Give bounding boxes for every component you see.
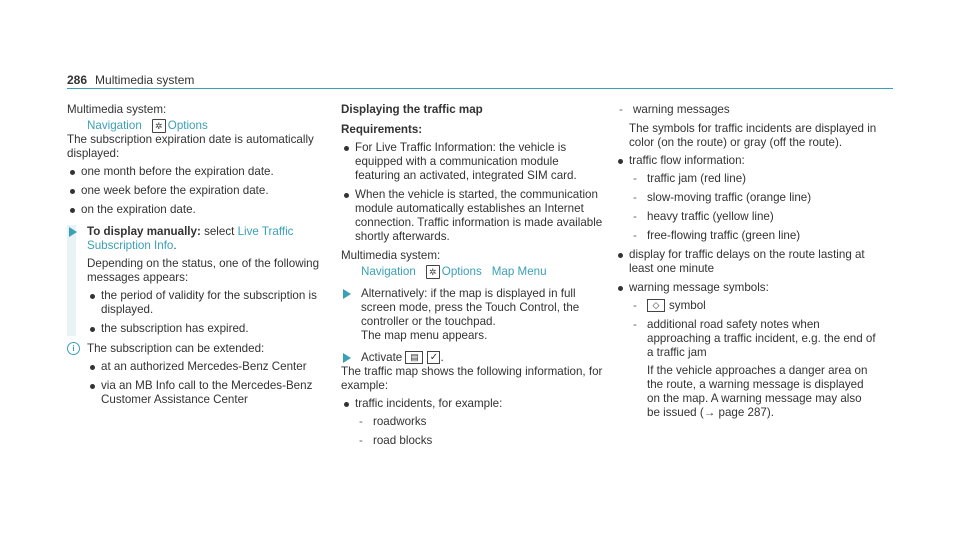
warning-symbol-icon: ◇ [647,299,665,312]
expiry-list [67,165,329,217]
sub-list-item [629,318,877,420]
list-item: the subscription has expired. [87,322,329,336]
list-item: on the expiration date. [67,203,329,217]
warning-list [629,299,877,420]
sub-list-item: - slow-moving traffic (orange line) [629,191,877,205]
sub-list-item [629,299,877,313]
section-heading: Displaying the traffic map [341,103,483,116]
list-item: one week before the expiration date. [67,184,329,198]
list-item: via an MB Info call to the Mercedes-Benz Customer Assistance Center [87,379,329,407]
gear-icon: ✲ [426,265,440,279]
traffic-map-icon: ▤ [405,351,423,364]
sub-list-item: - free-flowing traffic (green line) [629,229,877,243]
expiry-text: The subscription expiration date is automatically displayed: [67,133,314,160]
note-list [87,360,329,407]
sub-list-item-label: additional road safety notes when approaching a traffic incident, e.g. the end of a traffic jam [647,318,876,359]
step-list [87,289,329,336]
warning-final-text: If the vehicle approaches a danger area on the route, a warning message is displayed on the map. A warning message may also be issued (→ page 287). [647,364,868,419]
list-item [615,281,877,420]
info-list [615,154,877,420]
requirements-list [341,141,603,244]
step-activate: Activate ▤ ✓ . [341,351,603,365]
list-item: at an authorized Mercedes-Benz Center [87,360,329,374]
step-label: To display manually: [87,225,201,238]
list-item-label: traffic flow information: [629,154,745,167]
live-traffic-link[interactable]: Live Traffic Subscription Info [87,225,294,252]
gear-icon: ✲ [152,119,166,133]
header-divider [67,88,893,89]
menu-path [87,119,329,133]
system-label: Multimedia system: [67,103,167,116]
list-item-label: warning message symbols: [629,281,769,294]
sub-list-item: - traffic jam (red line) [629,172,877,186]
column-2 [341,103,603,453]
menu-map-menu[interactable]: Map Menu [491,265,547,278]
section-title: Multimedia system [95,73,195,87]
step-activate-label: Activate [361,351,403,364]
sub-list-item: - road blocks [355,434,603,448]
list-item-label: traffic incidents, for example: [355,397,503,410]
page-number: 286 [67,73,88,87]
list-item: display for traffic delays on the route lasting at least one minute [615,248,877,276]
info-icon: i [67,342,80,355]
step-alternatively [341,287,603,343]
checkbox-icon[interactable]: ✓ [427,351,440,364]
menu-options[interactable] [426,265,482,279]
step-arrow-icon [343,353,351,363]
step-select: select [204,225,235,238]
column-3 [615,103,877,425]
step-arrow-icon [343,289,351,299]
map-text: The traffic map shows the following information, for example: [341,365,603,392]
column-1 [67,103,329,412]
step-text: Depending on the status, one of the following messages appears: [87,257,320,284]
menu-path [361,265,603,279]
note-text: The subscription can be extended: [87,342,265,355]
step-display-manually: To display manually: select Live Traffic Subscription Info. Depending on the status, one of the following messages appears: the period of validity for the subscription is displayed. the subscription has expired. [67,225,329,336]
list-item [341,397,603,448]
sub-list-item: - heavy traffic (yellow line) [629,210,877,224]
menu-options[interactable] [152,119,208,133]
symbols-text: The symbols for traffic incidents are displayed in color (on the route) or gray (off the route). [629,122,877,149]
step-text: Alternatively: if the map is displayed in full screen mode, press the Touch Control, the controller or the touchpad. [361,287,580,328]
requirements-heading: Requirements: [341,123,423,136]
sub-list-item: - roadworks [355,415,603,429]
sub-list-item: - warning messages [615,103,877,117]
menu-navigation[interactable]: Navigation [361,265,416,278]
page-header [67,73,194,87]
incidents-list [341,397,603,448]
menu-options-label: Options [167,119,208,132]
sub-list [355,415,603,448]
list-item: When the vehicle is started, the communication module automatically establishes an Internet connection. Traffic information is made available shortly afterwards. [341,188,603,244]
system-label: Multimedia system: [341,249,441,262]
symbol-label: symbol [669,299,706,312]
menu-options-label: Options [441,265,482,278]
warning-dash-list [615,103,877,117]
list-item: the period of validity for the subscription is displayed. [87,289,329,317]
flow-list [629,172,877,243]
list-item: For Live Traffic Information: the vehicle is equipped with a communication module featuring an activated, integrated SIM card. [341,141,603,183]
list-item: one month before the expiration date. [67,165,329,179]
list-item [615,154,877,243]
note [67,342,329,407]
step-result: The map menu appears. [361,329,488,342]
menu-navigation[interactable]: Navigation [87,119,142,132]
step-bar [67,225,76,336]
step-arrow-icon [69,227,77,237]
